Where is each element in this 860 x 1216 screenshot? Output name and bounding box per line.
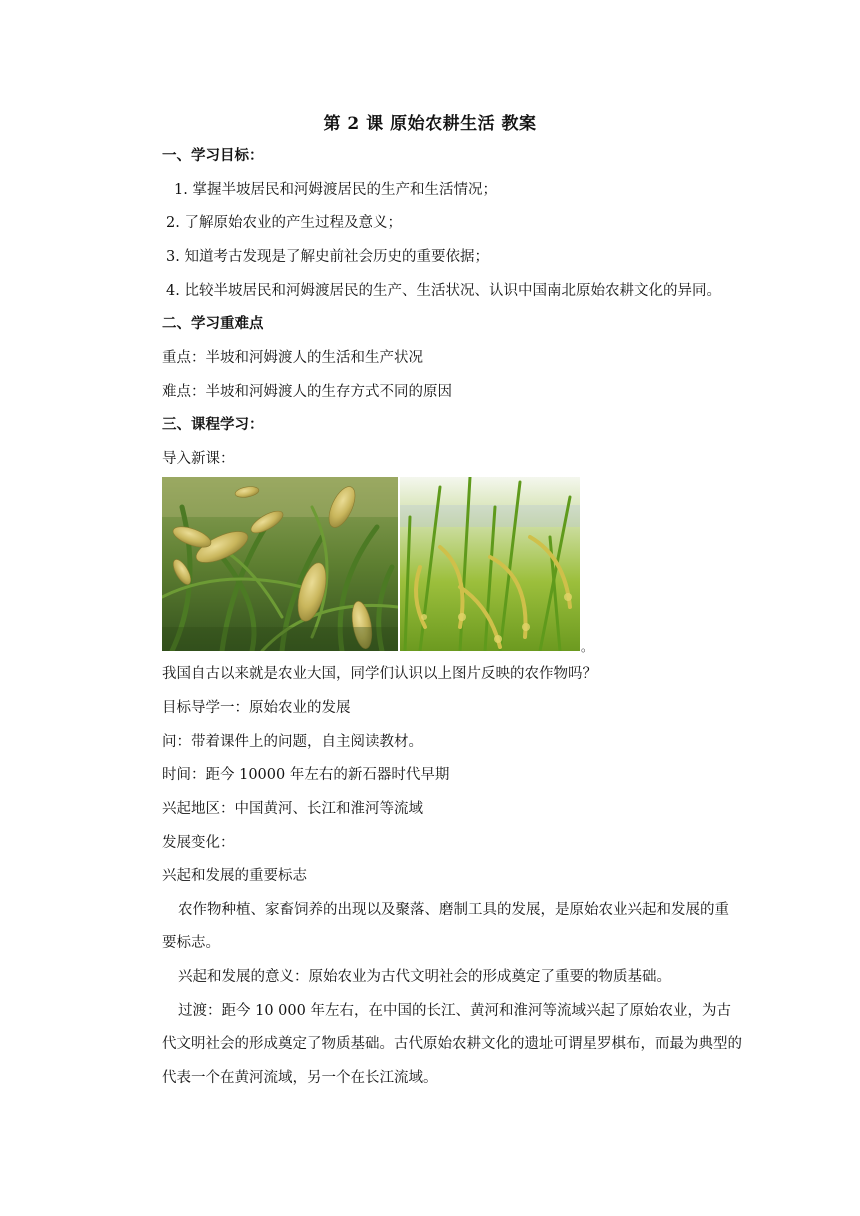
paragraph-line: 代表一个在黄河流域，另一个在长江流域。 — [162, 1070, 438, 1086]
paragraph-line: 要标志。 — [162, 935, 220, 951]
paragraph-line: 过渡：距今 10 000 年左右，在中国的长江、黄河和淮河等流域兴起了原始农业，为古 — [178, 1003, 731, 1019]
objective-item: 3. 知道考古发现是了解史前社会历史的重要依据； — [166, 249, 489, 265]
difficult-point-item: 难点：半坡和河姆渡人的生存方式不同的原因 — [162, 384, 452, 400]
body-line: 时间：距今 10000 年左右的新石器时代早期 — [162, 767, 450, 783]
section-heading-objectives: 一、学习目标： — [162, 147, 264, 164]
question-text: 我国自古以来就是农业大国，同学们认识以上图片反映的农作物吗？ — [162, 666, 597, 682]
image-trailing-period: 。 — [581, 640, 594, 654]
body-line: 发展变化： — [162, 835, 235, 851]
objective-item: 2. 了解原始农业的产生过程及意义； — [166, 215, 402, 231]
intro-label: 导入新课： — [162, 451, 235, 467]
paragraph-line: 兴起和发展的意义：原始农业为古代文明社会的形成奠定了重要的物质基础。 — [178, 969, 671, 985]
paragraph-line: 农作物种植、家畜饲养的出现以及聚落、磨制工具的发展，是原始农业兴起和发展的重 — [178, 902, 729, 918]
rice-photo — [400, 477, 580, 651]
body-line: 目标导学一：原始农业的发展 — [162, 700, 351, 716]
section-heading-course: 三、课程学习： — [162, 416, 264, 433]
document-title: 第 2 课 原始农耕生活 教案 — [323, 114, 537, 134]
section-heading-key-points: 二、学习重难点 — [162, 315, 264, 332]
millet-photo — [162, 477, 398, 651]
body-line: 兴起地区：中国黄河、长江和淮河等流域 — [162, 801, 423, 817]
body-line: 问：带着课件上的问题，自主阅读教材。 — [162, 734, 423, 750]
key-point-item: 重点：半坡和河姆渡人的生活和生产状况 — [162, 350, 423, 366]
objective-item: 4. 比较半坡居民和河姆渡居民的生产、生活状况、认识中国南北原始农耕文化的异同。 — [166, 283, 721, 299]
objective-item: 1. 掌握半坡居民和河姆渡居民的生产和生活情况； — [174, 182, 497, 198]
paragraph-line: 代文明社会的形成奠定了物质基础。古代原始农耕文化的遗址可谓星罗棋布，而最为典型的 — [162, 1036, 742, 1052]
body-line: 兴起和发展的重要标志 — [162, 868, 307, 884]
